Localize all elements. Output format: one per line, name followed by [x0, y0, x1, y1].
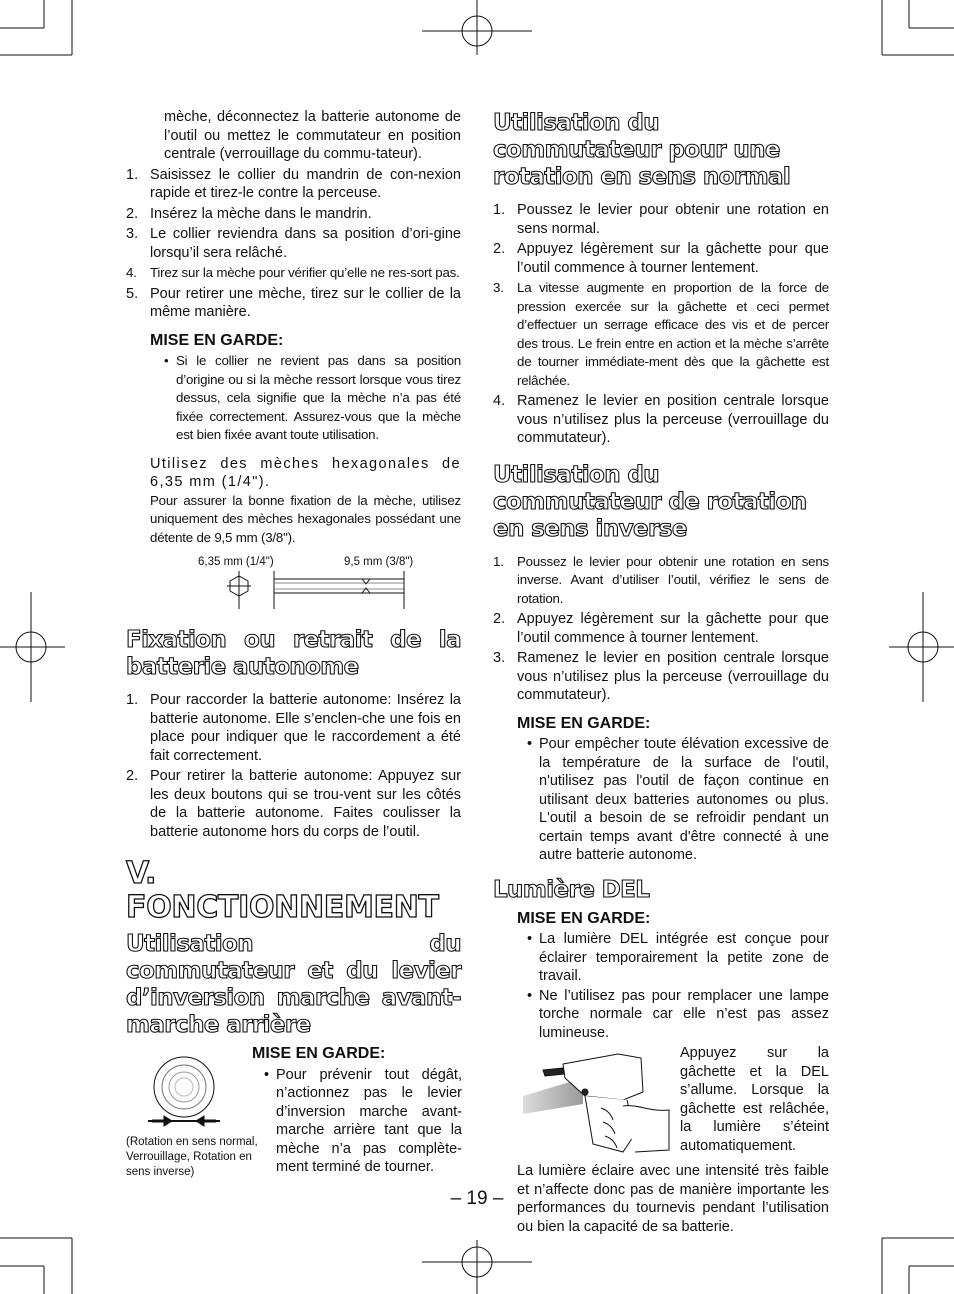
warning-title: MISE EN GARDE:	[517, 909, 651, 927]
list-item: • Ne l’utilisez pas pour remplacer une lampe torche normale car elle n’est pas assez lumineuse.	[527, 987, 829, 1041]
switch-figure	[126, 1045, 462, 1179]
normal-rotation-heading: Utilisation du commutateur pour une rotation en sens normal	[493, 110, 791, 190]
warning-title: MISE EN GARDE:	[517, 714, 651, 732]
bit-label-detent: 9,5 mm (3/8")	[344, 556, 414, 568]
list-item: 2. Appuyez légèrement sur la gâchette pour que l’outil commence à tourner lentement.	[493, 611, 829, 646]
warning-list	[126, 352, 461, 445]
led-figure	[493, 1044, 829, 1162]
hex-note-2: Pour assurer la bonne fixation de la mèche, utilisez uniquement des mèches hexagonales possédant une détente de 9,5 mm (3/8").	[150, 492, 461, 545]
warning-list	[493, 930, 829, 1042]
list-item: 3. Le collier reviendra dans sa position d’ori-gine lorsqu’il sera relâché.	[126, 226, 461, 261]
section-heading: V. FONCTIONNEMENT	[126, 856, 439, 925]
list-item: • Si le collier ne revient pas dans sa position d’origine ou si la mèche ressort lorsque vous tirez dessus, cela signifie que la mèche n’a pas été fixée correctement. Assurez-vous que la mèche est bien fixée avant toute utilisation.	[164, 353, 461, 442]
list-item: 3. La vitesse augmente en proportion de la force de pression exercée sur la gâchette et ceci permet d’effectuer un serrage efficace des vis et de percer des trous. Le frein entre en action et la mèche s’arrête de tourner immédiate-ment dès que la gâchette est relâchée.	[493, 280, 829, 388]
warning-title: MISE EN GARDE:	[252, 1045, 386, 1062]
battery-steps	[126, 691, 461, 841]
reverse-rotation-heading: Utilisation du commutateur de rotation en sens inverse	[493, 461, 807, 542]
right-column	[493, 110, 829, 1236]
left-column	[126, 108, 461, 1179]
list-item: 5. Pour retirer une mèche, tirez sur le collier de la même manière.	[126, 285, 461, 320]
bit-figure	[126, 551, 461, 615]
list-item: 4. Ramenez le levier en position centrale lorsque vous n’utilisez plus la perceuse (verrouillage du commutateur).	[493, 393, 829, 446]
switch-heading: Utilisation du commutateur et du levier d’inversion marche avant-marche arrière	[126, 931, 461, 1038]
hex-note-1: Utilisez des mèches hexagonales de 6,35 mm (1/4").	[150, 455, 461, 490]
reverse-steps	[493, 553, 829, 705]
warning-list	[493, 735, 829, 865]
hex-bit-drawing	[126, 551, 461, 615]
list-item: • Pour empêcher toute élévation excessive de la température de la surface de l'outil, n'utilisez pas l'outil de façon continue en utilisant deux batteries autonomes ou plus. L'outil a besoin de se refroidir pendant un certain temps avant d'être connecté à une autre batterie autonome.	[527, 736, 829, 863]
bit-label-hex: 6,35 mm (1/4")	[198, 556, 274, 568]
drill-led-drawing	[523, 1048, 673, 1158]
selector-dial-drawing	[124, 1049, 254, 1149]
warning-title: MISE EN GARDE:	[150, 331, 284, 349]
intro-text: mèche, déconnectez la batterie autonome de l’outil ou mettez le commutateur en position centrale (verrouillage du commu-tateur).	[164, 109, 461, 162]
page-number: – 19 –	[450, 1188, 504, 1209]
normal-steps	[493, 201, 829, 448]
list-item: 3. Ramenez le levier en position centrale lorsque vous n’utilisez plus la perceuse (verrouillage du commutateur).	[493, 650, 829, 703]
list-item: • Pour prévenir tout dégât, n’actionnez pas le levier d’inversion marche avant-marche arrière tant que la mèche n’a pas complète-ment terminé de tourner.	[264, 1066, 462, 1175]
led-paragraph: La lumière éclaire avec une intensité très faible et n’affecte donc pas de manière importante les performances du tournevis pendant l’utilisation ou bien la capacité de sa batterie.	[517, 1163, 829, 1235]
list-item: 2. Appuyez légèrement sur la gâchette pour que l’outil commence à tourner lentement.	[493, 241, 829, 276]
warning-list	[252, 1066, 462, 1177]
battery-heading: Fixation ou retrait de la batterie autonome	[126, 627, 461, 680]
list-item: 1. Pour raccorder la batterie autonome: Insérez la batterie autonome. Elle s’enclen-che une fois en place pour indiquer que le raccordement a été fait correctement.	[126, 692, 461, 764]
list-item: 2. Insérez la mèche dans le mandrin.	[126, 205, 372, 222]
led-heading: Lumière DEL	[493, 876, 650, 903]
list-item: 2. Pour retirer la batterie autonome: Appuyez sur les deux boutons qui se trou-vent sur les côtés de la batterie autonome. Faites coulisser la batterie autonome hors du corps de l’outil.	[126, 768, 461, 840]
list-item: 1. Poussez le levier pour obtenir une rotation en sens normal.	[493, 202, 829, 237]
switch-warning	[252, 1045, 462, 1178]
led-side-text: Appuyez sur la gâchette et la DEL s’allume. Lorsque la gâchette est relâchée, la lumière s’éteint automatiquement.	[680, 1045, 829, 1154]
chuck-steps	[126, 166, 461, 322]
list-item: 1. Poussez le levier pour obtenir une rotation en sens inverse. Avant d’utiliser l’outil, vérifiez le sens de rotation.	[493, 553, 829, 606]
switch-caption: (Rotation en sens normal, Verrouillage, Rotation en sens inverse)	[126, 1136, 258, 1178]
list-item: 4. Tirez sur la mèche pour vérifier qu’elle ne res-sort pas.	[126, 265, 460, 280]
list-item: 1. Saisissez le collier du mandrin de con-nexion rapide et tirez-le contre la perceuse.	[126, 166, 461, 201]
list-item: • La lumière DEL intégrée est conçue pour éclairer temporairement la petite zone de travail.	[527, 931, 829, 984]
